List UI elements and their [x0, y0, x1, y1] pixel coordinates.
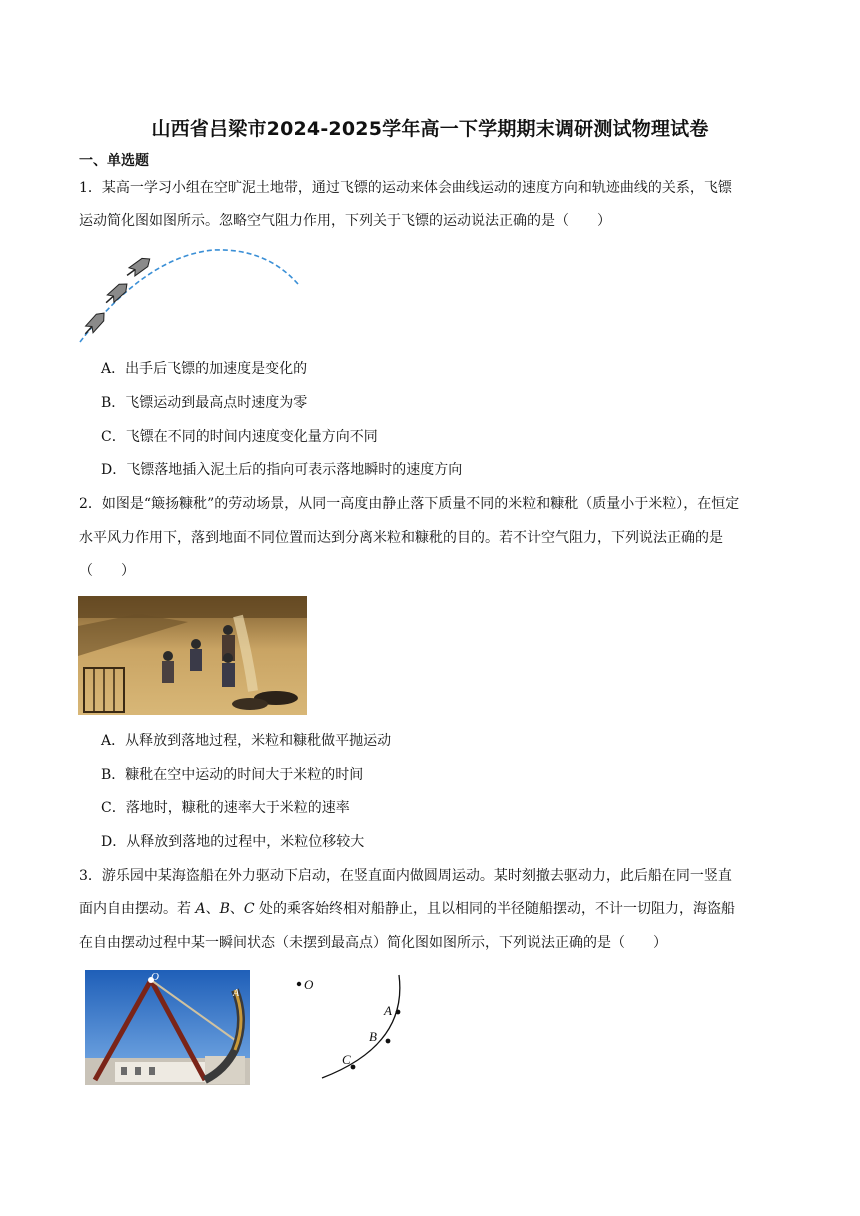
- point-c: [351, 1065, 356, 1070]
- question-1-option-d: D．飞镖落地插入泥土后的指向可表示落地瞬时的速度方向: [101, 462, 463, 478]
- dart-icon: [124, 255, 153, 280]
- photo-label-a: A: [233, 988, 240, 999]
- question-1-option-a: A．出手后飞镖的加速度是变化的: [101, 361, 308, 377]
- question-2-option-c: C．落地时，糠秕的速率大于米粒的速率: [101, 800, 350, 816]
- pendulum-arc-diagram: [292, 970, 410, 1085]
- question-1-option-c: C．飞镖在不同的时间内速度变化量方向不同: [101, 429, 378, 445]
- question-3-line-1: 3．游乐园中某海盗船在外力驱动下启动，在竖直面内做圆周运动。某时刻撤去驱动力，此后船在同一竖直: [79, 868, 732, 884]
- point-a: [396, 1010, 401, 1015]
- question-2-line-3: （ ）: [79, 563, 135, 579]
- section-heading: 一、单选题: [79, 153, 149, 169]
- question-2-option-a: A．从释放到落地过程，米粒和糠秕做平抛运动: [101, 733, 392, 749]
- diagram-label-b: B: [369, 1029, 377, 1044]
- question-2-option-d: D．从释放到落地的过程中，米粒位移较大: [101, 834, 365, 850]
- question-1-option-b: B．飞镖运动到最高点时速度为零: [101, 395, 308, 411]
- diagram-label-o: O: [304, 977, 314, 992]
- page-title: 山西省吕梁市2024-2025学年高一下学期期末调研测试物理试卷: [151, 118, 709, 140]
- dart-icon: [82, 310, 108, 337]
- question-1-line-1: 1．某高一学习小组在空旷泥土地带，通过飞镖的运动来体会曲线运动的速度方向和轨迹曲线的关系，飞镖: [79, 180, 732, 196]
- pirate-ship-photo: [85, 970, 250, 1085]
- question-2-option-b: B．糠秕在空中运动的时间大于米粒的时间: [101, 767, 364, 783]
- question-3-line-2: 面内自由摆动。若 A、B、C 处的乘客始终相对船静止，且以相同的半径随船摆动，不计一切阻力，海盗船: [79, 901, 736, 917]
- pivot-point: [297, 982, 301, 986]
- dart-icon: [103, 280, 130, 306]
- dart-trajectory-figure: [76, 238, 308, 348]
- diagram-label-c: C: [342, 1052, 351, 1067]
- question-3-line-3: 在自由摆动过程中某一瞬间状态（未摆到最高点）简化图如图所示，下列说法正确的是（ ）: [79, 935, 667, 951]
- diagram-label-a: A: [384, 1003, 392, 1018]
- photo-label-o: O: [151, 971, 159, 983]
- point-b: [386, 1039, 391, 1044]
- winnowing-painting-image: [78, 596, 307, 715]
- question-2-line-1: 2．如图是“簸扬糠秕”的劳动场景，从同一高度由静止落下质量不同的米粒和糠秕（质量小于米粒），在恒定: [79, 496, 740, 512]
- question-1-line-2: 运动简化图如图所示。忽略空气阻力作用，下列关于飞镖的运动说法正确的是（ ）: [79, 213, 611, 229]
- question-2-line-2: 水平风力作用下，落到地面不同位置而达到分离米粒和糠秕的目的。若不计空气阻力，下列说法正确的是: [79, 530, 723, 546]
- arc-path: [322, 975, 400, 1078]
